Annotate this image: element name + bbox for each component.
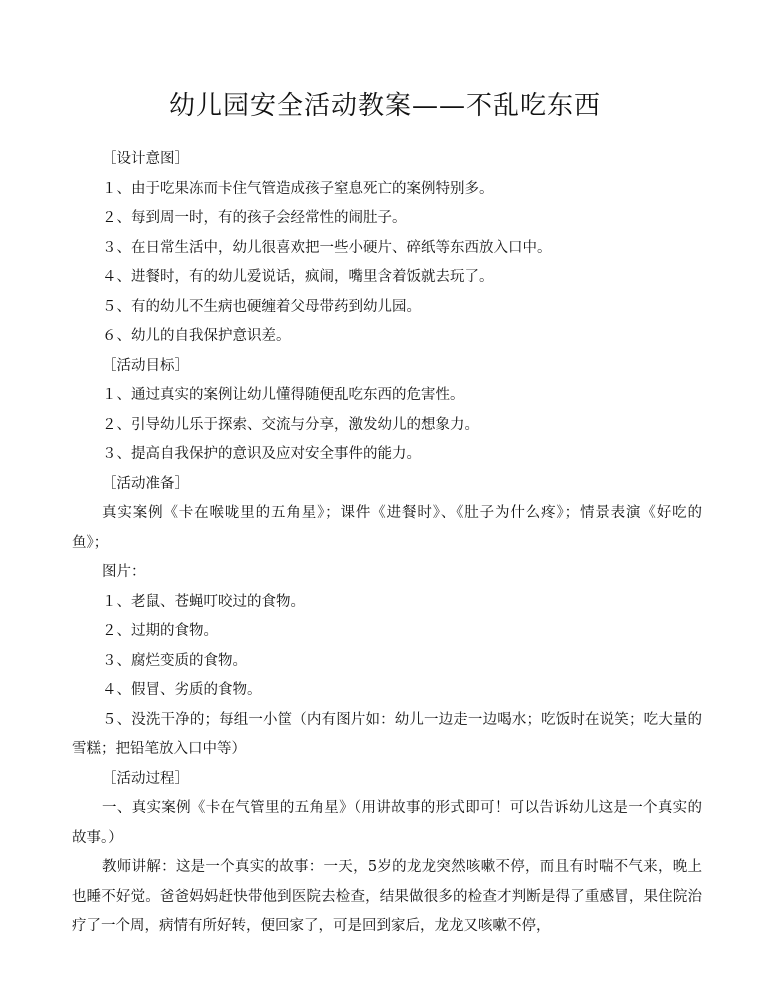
goal-item: １、通过真实的案例让幼儿懂得随便乱吃东西的危害性。 [102,387,465,403]
design-item: ４、进餐时，有的幼儿爱说话，疯闹，嘴里含着饭就去玩了。 [102,269,494,285]
section-heading-design: ［设计意图］ [102,151,189,167]
design-item: １、由于吃果冻而卡住气管造成孩子窒息死亡的案例特别多。 [102,180,494,197]
page-title: 幼儿园安全活动教案——不乱吃东西 [168,91,601,121]
process-paragraph-1: 一、真实案例《卡在气管里的五角星》（用讲故事的形式即可！可以告诉幼儿这是一个真实的故事。） [72,800,702,846]
document-body [72,145,702,942]
prep-item: ２、过期的食物。 [102,623,218,639]
design-item: ２、每到周一时，有的孩子会经常性的闹肚子。 [102,210,407,226]
prep-paragraph: 真实案例《卡在喉咙里的五角星》；课件《进餐时》、《肚子为什么疼》；情景表演《好吃的鱼》； [72,505,702,551]
prep-item-5: ５、没洗干净的；每组一小筐（内有图片如：幼儿一边走一边喝水；吃饭时在说笑；吃大量的雪糕；把铅笔放入口中等） [72,711,702,757]
section-heading-prep: ［活动准备］ [102,475,189,492]
design-item: ６、幼儿的自我保护意识差。 [102,328,291,344]
pictures-label: 图片： [102,564,146,580]
prep-item: ３、腐烂变质的食物。 [102,652,247,669]
goal-item: ２、引导幼儿乐于探索、交流与分享，激发幼儿的想象力。 [102,416,479,433]
goal-item: ３、提高自我保护的意识及应对安全事件的能力。 [102,446,421,462]
section-heading-goals: ［活动目标］ [102,357,189,374]
process-paragraph-2: 教师讲解：这是一个真实的故事：一天，5岁的龙龙突然咳嗽不停，而且有时喘不气来，晚上也睡不好觉。爸爸妈妈赶快带他到医院去检查，结果做很多的检查才判断是得了重感冒，果住院治疗了一个周，病情有所好转，便回家了，可是回到家后，龙龙又咳嗽不停， [72,859,702,934]
prep-item: ４、假冒、劣质的食物。 [102,682,262,698]
section-heading-process: ［活动过程］ [102,770,189,787]
prep-item: １、老鼠、苍蝇叮咬过的食物。 [102,593,305,610]
design-item: ３、在日常生活中，幼儿很喜欢把一些小硬片、碎纸等东西放入口中。 [102,239,552,256]
design-item: ５、有的幼儿不生病也硬缠着父母带药到幼儿园。 [102,298,421,315]
